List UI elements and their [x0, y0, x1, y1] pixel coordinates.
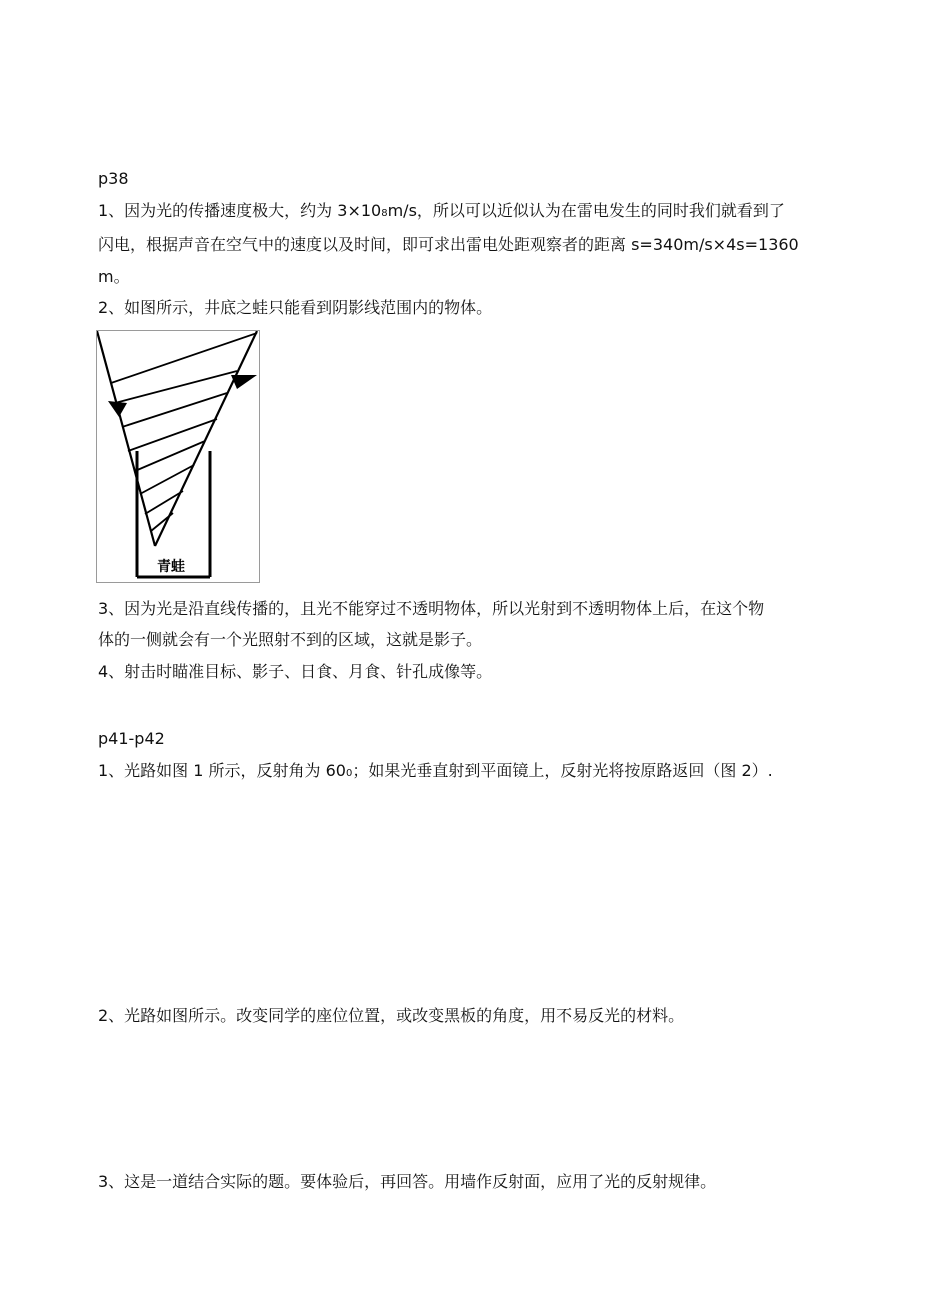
arrow-right-icon: [231, 375, 257, 389]
p41-item1-text-b: ；如果光垂直射到平面镜上，反射光将按原路返回（图 2）.: [352, 761, 773, 780]
p38-item4: 4、射击时瞄准目标、影子、日食、月食、针孔成像等。: [98, 662, 493, 681]
p38-item1-exponent: 8: [381, 208, 388, 219]
p38-item1-line1: [98, 200, 785, 225]
p41-item1-exponent: 0: [345, 768, 353, 779]
p41-item1: [98, 760, 773, 785]
frog-in-well-diagram: [97, 331, 259, 582]
p41-item1-text-a: 1、光路如图 1 所示，反射角为 60: [98, 761, 346, 780]
section-heading-p41: p41-p42: [98, 729, 165, 748]
p38-item1-text-a: 1、因为光的传播速度极大，约为 3×10: [98, 201, 382, 220]
shadow-hatching: [111, 333, 257, 531]
p38-item2: 2、如图所示，井底之蛙只能看到阴影线范围内的物体。: [98, 298, 493, 317]
p41-item3: 3、这是一道结合实际的题。要体验后，再回答。用墙作反射面，应用了光的反射规律。: [98, 1172, 717, 1191]
frog-label: 青蛙: [157, 559, 185, 575]
arrow-left-icon: [108, 401, 127, 417]
p38-item1-line2: 闪电，根据声音在空气中的速度以及时间，即可求出雷电处距观察者的距离 s=340m/s×4s=1360: [98, 235, 799, 254]
frog-in-well-figure: [96, 330, 260, 583]
p38-item1-text-b: m/s，所以可以近似认为在雷电发生的同时我们就看到了: [387, 201, 785, 220]
p38-item3-line1: 3、因为光是沿直线传播的，且光不能穿过不透明物体，所以光射到不透明物体上后，在这个物: [98, 599, 765, 618]
p38-item1-line3: m。: [98, 267, 130, 286]
section-heading-p38: p38: [98, 169, 129, 188]
p38-item3-line2: 体的一侧就会有一个光照射不到的区域，这就是影子。: [98, 630, 483, 649]
p41-item2: 2、光路如图所示。改变同学的座位位置，或改变黑板的角度，用不易反光的材料。: [98, 1006, 685, 1025]
